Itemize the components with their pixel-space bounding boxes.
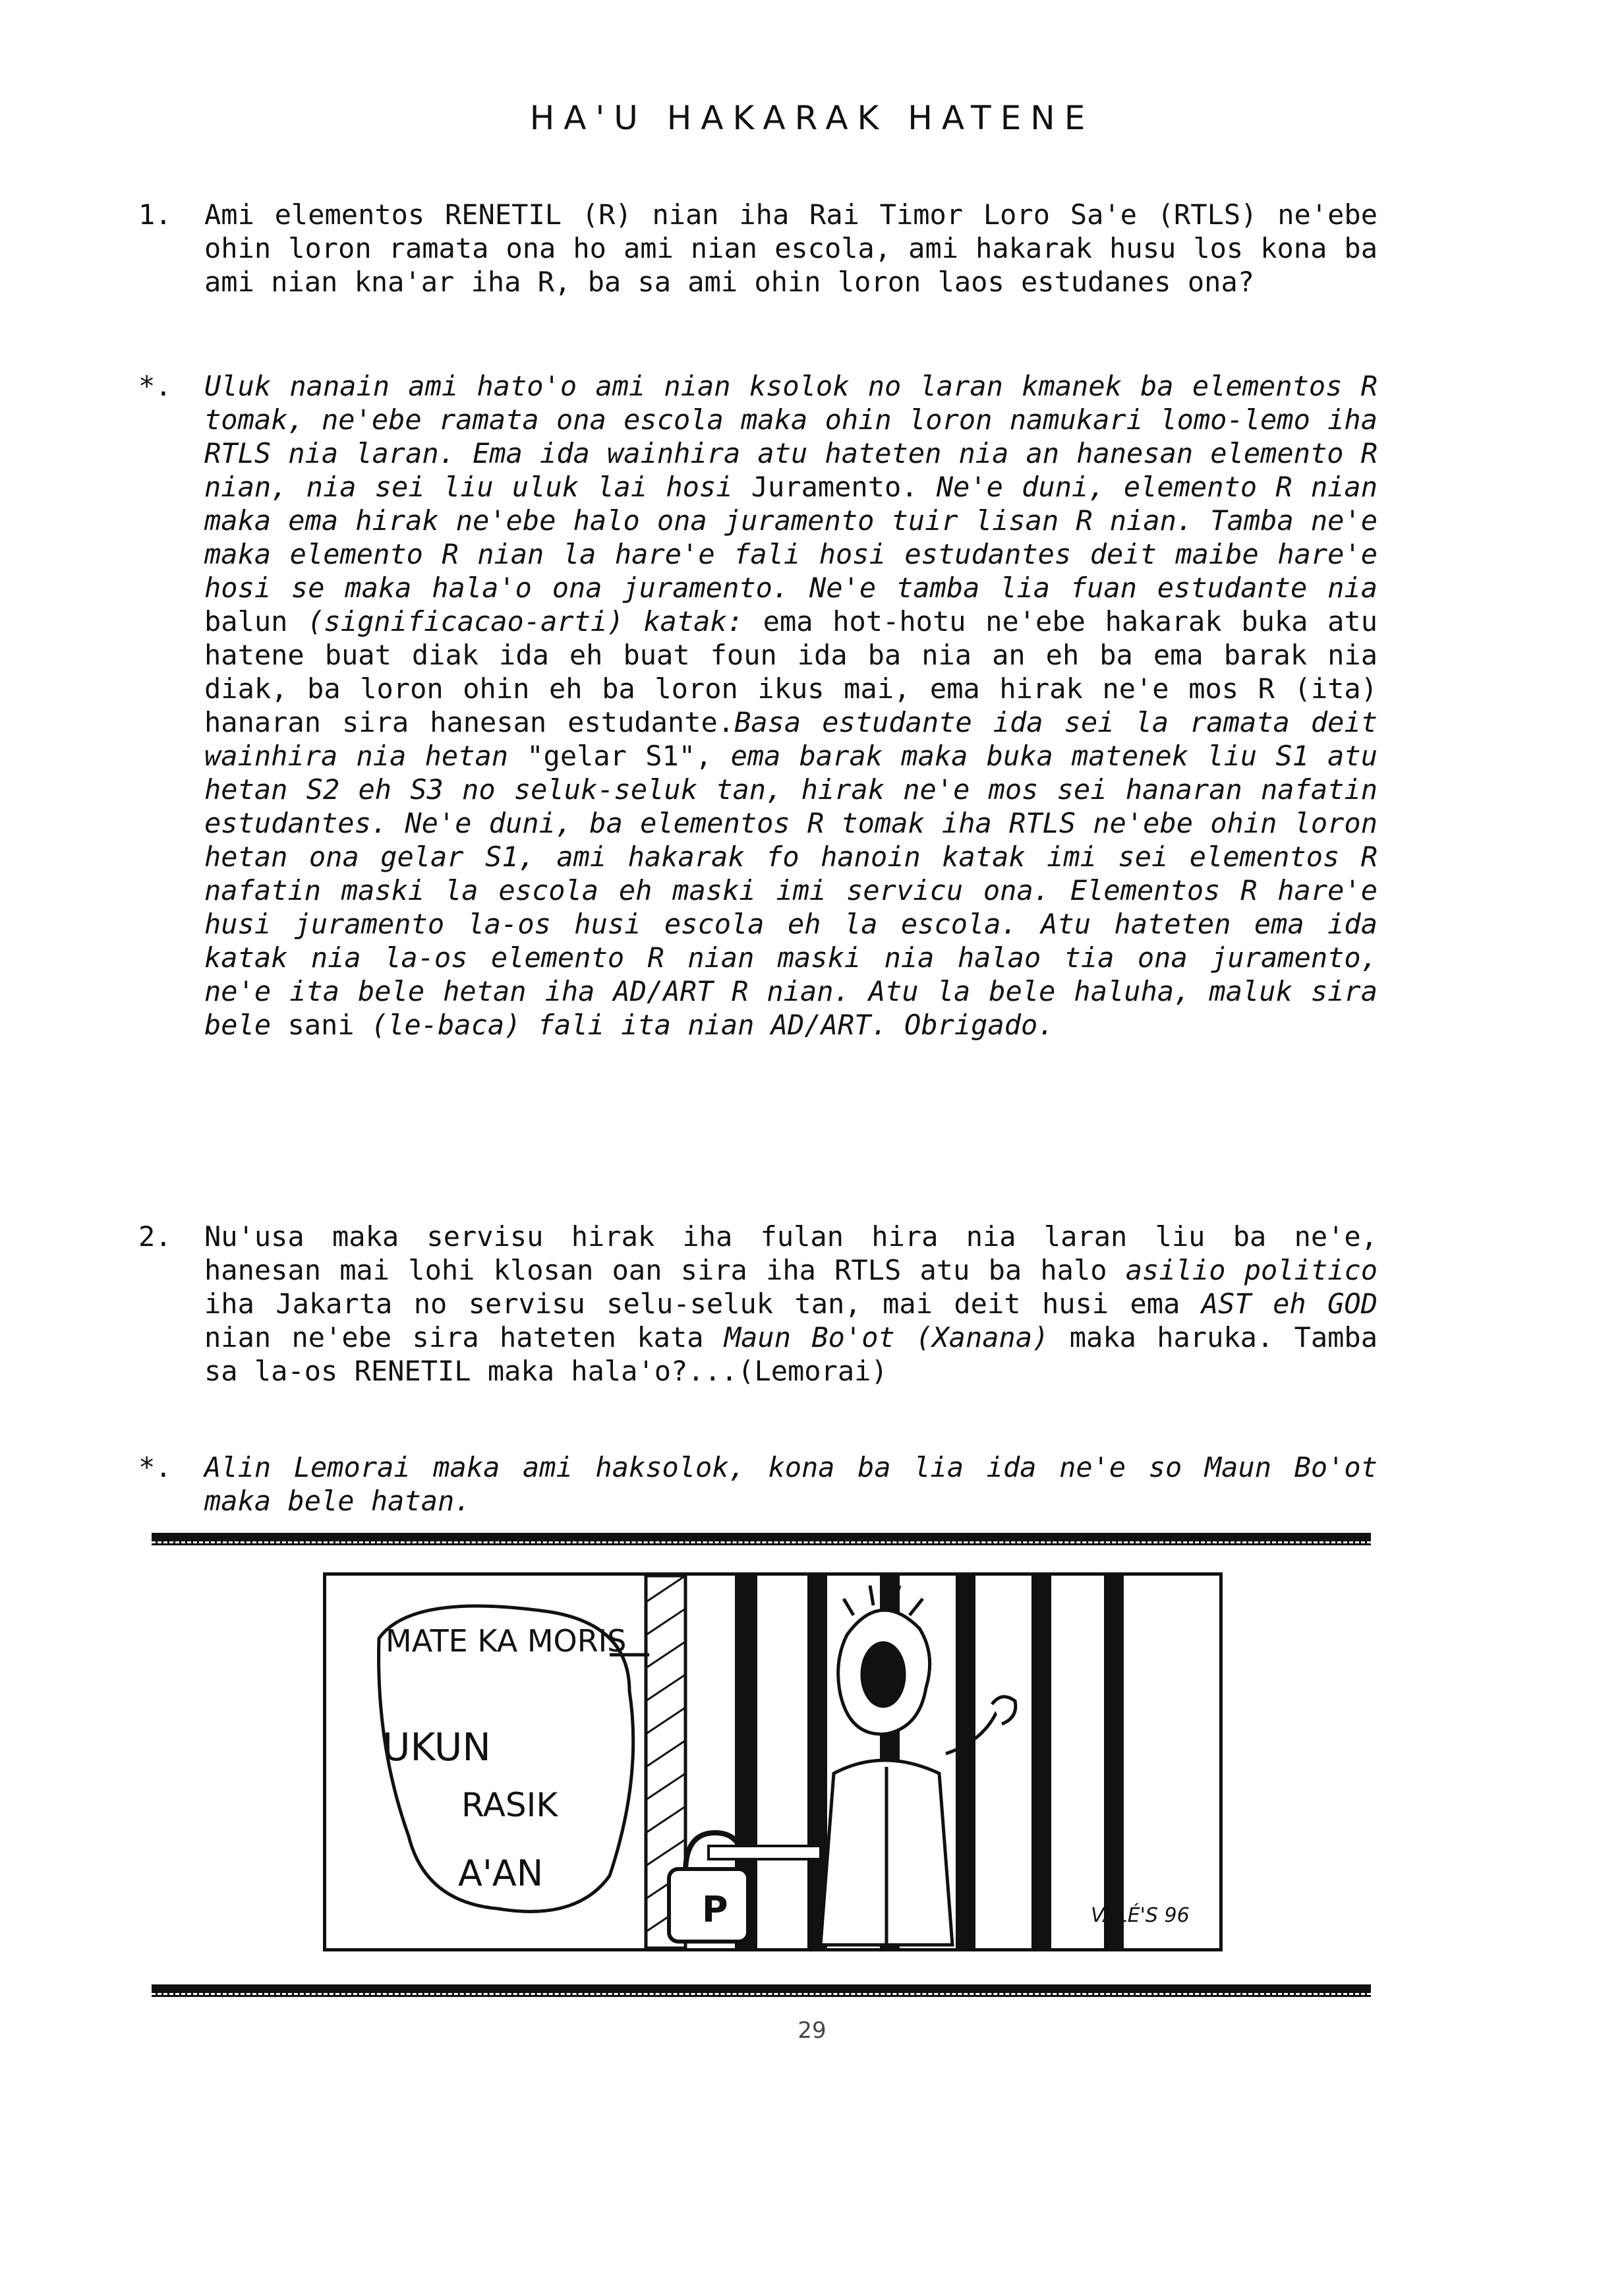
answer-1-part-k: (le-baca) fali ita nian AD/ART. Obrigado. [354, 1009, 1055, 1041]
speech-line-3: RASIK [461, 1786, 558, 1824]
divider-bottom [152, 1984, 1371, 1997]
question-2-part-a: Nu'usa maka servisu hirak iha fulan hira nia laran liu ba ne'e, hanesan mai lohi klosan oan sira iha RTLS atu ba halo [204, 1220, 1378, 1286]
question-2-part-b: asilio politico [1125, 1254, 1378, 1286]
question-2-part-e: nian ne'ebe sira hateten kata [204, 1321, 724, 1353]
speech-line-2: UKUN [382, 1725, 491, 1769]
answer-1-marker: *. [138, 370, 172, 402]
page-title: HA'U HAKARAK HATENE [529, 99, 1095, 137]
answer-1-part-a: Uluk nanain ami hato'o ami nian ksolok no laran kmanek ba elementos R tomak, ne'ebe ramata ona escola maka ohin loron namukari lomo-lemo iha RTLS nia laran. Ema ida wainhira atu hateten nia an hanesan elemento R nian, nia sei liu uluk lai hosi [204, 370, 1378, 503]
speech-line-4: A'AN [458, 1853, 544, 1894]
speech-line-1: MATE KA MORIS [386, 1623, 627, 1659]
answer-1-text [204, 369, 1378, 1042]
answer-2 [138, 1450, 1378, 1518]
question-2 [138, 1220, 1378, 1388]
answer-2-text: Alin Lemorai maka ami haksolok, kona ba lia ida ne'e so Maun Bo'ot maka bele hatan. [204, 1451, 1378, 1517]
cartoon-panel [323, 1572, 1223, 1951]
question-2-marker: 2. [138, 1220, 172, 1253]
answer-1-part-h: "gelar S1", [527, 740, 712, 772]
cartoon-illustration [326, 1576, 1219, 1948]
answer-2-marker: *. [138, 1451, 172, 1483]
answer-1-part-e: (significacao-arti) katak: [287, 605, 763, 638]
question-1-text: Ami elementos RENETIL (R) nian iha Rai Timor Loro Sa'e (RTLS) ne'ebe ohin loron ramata ona ho ami nian escola, ami hakarak husu los kona ba ami nian kna'ar iha R, ba sa ami ohin loron laos estudanes ona? [204, 198, 1378, 298]
answer-1-part-g: Basa estudante ida sei la ramata deit wainhira nia hetan [204, 706, 1378, 772]
question-2-part-f: Maun Bo'ot (Xanana) [724, 1321, 1049, 1353]
answer-1-part-f: ema hot-hotu ne'ebe hakarak buka atu hatene buat diak ida eh buat foun ida ba nia an eh ba ema barak nia diak, ba loron ohin eh ba loron ikus mai, ema hirak ne'e mos R (ita) hanaran sira hanesan estudante. [204, 605, 1378, 738]
question-1-marker: 1. [138, 198, 172, 231]
question-1 [138, 198, 1378, 299]
answer-1-part-i: ema barak maka buka matenek liu S1 atu hetan S2 eh S3 no seluk-seluk tan, hirak ne'e mos sei hanaran nafatin estudantes. Ne'e duni, ba elementos R tomak iha RTLS ne'ebe ohin loron hetan ona gelar S1, ami hakarak fo hanoin katak imi sei elementos R nafatin maski la escola eh maski imi servicu ona. Elementos R hare'e husi juramento la-os husi escola eh la escola. Atu hateten ema ida katak nia la-os elemento R nian maski nia halao tia ona juramento, ne'e ita bele hetan iha AD/ART R nian. Atu la bele haluha, maluk sira bele [204, 740, 1378, 1041]
question-2-part-c: iha Jakarta no servisu selu-seluk tan, mai deit husi ema [204, 1288, 1202, 1320]
padlock-icon [669, 1833, 821, 1942]
page-number: 29 [798, 2017, 826, 2044]
answer-1-part-j: sani [287, 1009, 355, 1041]
answer-1-part-c: Ne'e duni, elemento R nian maka ema hirak ne'ebe halo ona juramento tuir lisan R nian. Tamba ne'e maka elemento R nian la hare'e fali hosi estudantes deit maibe hare'e hosi se maka hala'o ona juramento. Ne'e tamba lia fuan estudante nia [204, 471, 1378, 604]
prisoner-figure [821, 1586, 1016, 1945]
artist-signature: VALÉ'S 96 [1091, 1904, 1190, 1927]
answer-1-part-b: Juramento. [751, 471, 918, 503]
question-2-text [204, 1220, 1378, 1388]
answer-1 [138, 369, 1378, 1042]
question-2-part-g: maka haruka. Tamba sa la-os RENETIL maka hala'o?...(Lemorai) [204, 1321, 1378, 1387]
lock-letter: P [702, 1889, 728, 1930]
question-2-part-d: AST eh GOD [1201, 1288, 1378, 1320]
answer-1-part-d: balun [204, 605, 288, 638]
divider-top [152, 1533, 1371, 1545]
speech-bubble [379, 1606, 649, 1911]
